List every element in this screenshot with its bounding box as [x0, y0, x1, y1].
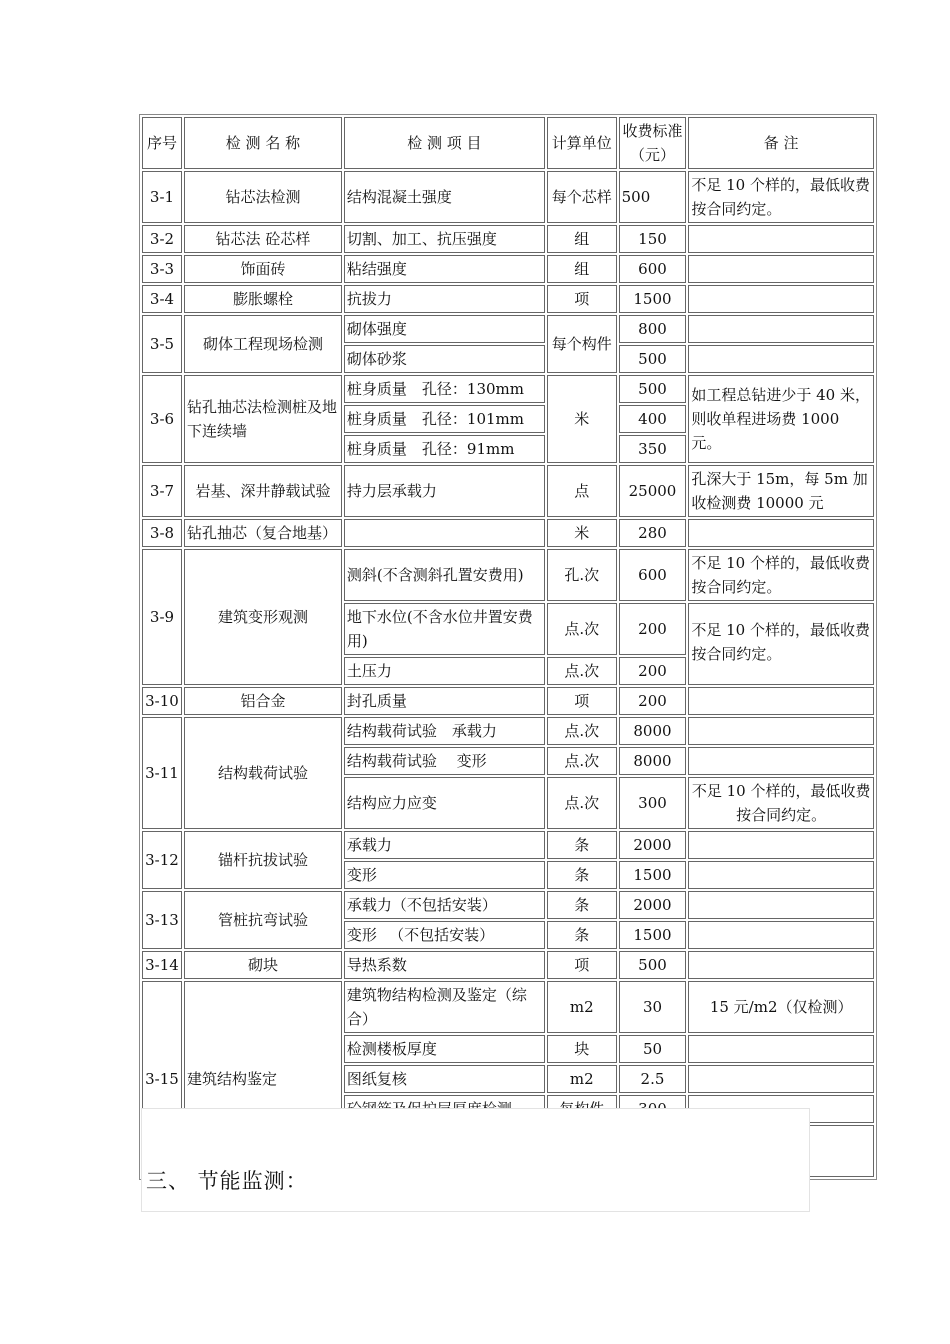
- cell-unit: 条: [547, 891, 617, 919]
- table-row: [142, 981, 874, 1033]
- cell-fee: 500: [619, 171, 687, 223]
- cell-fee: 30: [619, 981, 687, 1033]
- cell-item: 检测楼板厚度: [344, 1035, 545, 1063]
- cell-fee: 1500: [619, 921, 687, 949]
- cell-item: 切割、加工、抗压强度: [344, 225, 545, 253]
- cell-item: 结构载荷试验 承载力: [344, 717, 545, 745]
- cell-note: [688, 861, 874, 889]
- cell-note: [688, 345, 874, 373]
- cell-unit: 块: [547, 1035, 617, 1063]
- cell-fee: 2.5: [619, 1065, 687, 1093]
- cell-unit: 点.次: [547, 747, 617, 775]
- fee-table: [139, 114, 877, 1180]
- cell-item: 砌体强度: [344, 315, 545, 343]
- section-title: 三、 节能监测：: [146, 1169, 308, 1193]
- cell-item: 粘结强度: [344, 255, 545, 283]
- cell-unit: 点.次: [547, 777, 617, 829]
- cell-unit: 每个芯样: [547, 171, 617, 223]
- cell-seq: 3-9: [142, 549, 182, 685]
- cell-name: 管桩抗弯试验: [184, 891, 342, 949]
- cell-unit: 项: [547, 687, 617, 715]
- cell-name: 建筑变形观测: [184, 549, 342, 685]
- cell-item: 承载力（不包括安装）: [344, 891, 545, 919]
- cell-item: 桩身质量 孔径：101mm: [344, 405, 545, 433]
- cell-item: 地下水位(不含水位井置安费用): [344, 603, 545, 655]
- cell-item: 持力层承载力: [344, 465, 545, 517]
- cell-note: [688, 519, 874, 547]
- cell-fee: 1500: [619, 285, 687, 313]
- cell-unit: 组: [547, 255, 617, 283]
- header-item: 检 测 项 目: [344, 117, 545, 169]
- cell-note: [688, 747, 874, 775]
- cell-name: 钻孔抽芯（复合地基）: [184, 519, 342, 547]
- cell-name: 钻芯法 砼芯样: [184, 225, 342, 253]
- cell-note: 不足 10 个样的，最低收费按合同约定。: [688, 603, 874, 685]
- cell-unit: 每个构件: [547, 315, 617, 373]
- cell-unit: 点.次: [547, 603, 617, 655]
- cell-seq: 3-2: [142, 225, 182, 253]
- cell-fee: 50: [619, 1035, 687, 1063]
- cell-seq: 3-1: [142, 171, 182, 223]
- header-unit: 计算单位: [547, 117, 617, 169]
- cell-seq: 3-3: [142, 255, 182, 283]
- cell-unit: 组: [547, 225, 617, 253]
- cell-item: 结构应力应变: [344, 777, 545, 829]
- cell-note: 孔深大于 15m，每 5m 加收检测费 10000 元: [688, 465, 874, 517]
- table-row: [142, 315, 874, 343]
- cell-fee: 200: [619, 687, 687, 715]
- cell-unit: m2: [547, 981, 617, 1033]
- cell-fee: 500: [619, 375, 687, 403]
- table-row: [142, 285, 874, 313]
- cell-fee: 2000: [619, 891, 687, 919]
- cell-fee: 400: [619, 405, 687, 433]
- cell-seq: 3-10: [142, 687, 182, 715]
- cell-note: 不足 10 个样的，最低收费按合同约定。: [688, 549, 874, 601]
- cell-note: [688, 255, 874, 283]
- cell-fee: 800: [619, 315, 687, 343]
- cell-unit: 条: [547, 921, 617, 949]
- cell-name: 砌块: [184, 951, 342, 979]
- table-header-row: [142, 117, 874, 169]
- header-fee: 收费标准（元）: [619, 117, 687, 169]
- cell-fee: 500: [619, 951, 687, 979]
- cell-item: 砌体砂浆: [344, 345, 545, 373]
- cell-item: 桩身质量 孔径：91mm: [344, 435, 545, 463]
- cell-item: 抗拔力: [344, 285, 545, 313]
- table-row: [142, 465, 874, 517]
- cell-item: 土压力: [344, 657, 545, 685]
- cell-unit: m2: [547, 1065, 617, 1093]
- table-row: [142, 519, 874, 547]
- cell-fee: 200: [619, 603, 687, 655]
- cell-unit: 点.次: [547, 657, 617, 685]
- cell-fee: 8000: [619, 747, 687, 775]
- cell-note: [688, 951, 874, 979]
- cell-unit: 条: [547, 831, 617, 859]
- table-row: [142, 831, 874, 859]
- table-row: [142, 951, 874, 979]
- cell-name: 锚杆抗拔试验: [184, 831, 342, 889]
- cell-item: 结构载荷试验 变形: [344, 747, 545, 775]
- cell-note: [688, 1035, 874, 1063]
- cell-note: [688, 891, 874, 919]
- cell-unit: 米: [547, 519, 617, 547]
- cell-note: [688, 285, 874, 313]
- cell-item: 变形: [344, 861, 545, 889]
- cell-seq: 3-7: [142, 465, 182, 517]
- header-note: 备 注: [688, 117, 874, 169]
- cell-seq: 3-5: [142, 315, 182, 373]
- cell-item: 封孔质量: [344, 687, 545, 715]
- cell-note: 不足 10 个样的，最低收费按合同约定。: [688, 171, 874, 223]
- cell-fee: 600: [619, 549, 687, 601]
- cell-item: 结构混凝土强度: [344, 171, 545, 223]
- cell-seq: 3-4: [142, 285, 182, 313]
- cell-fee: 600: [619, 255, 687, 283]
- table-row: [142, 687, 874, 715]
- cell-note: [688, 315, 874, 343]
- cell-item: 承载力: [344, 831, 545, 859]
- cell-unit: 点: [547, 465, 617, 517]
- cell-name: 钻芯法检测: [184, 171, 342, 223]
- cell-seq: 3-12: [142, 831, 182, 889]
- cell-fee: 300: [619, 777, 687, 829]
- cell-unit: 条: [547, 861, 617, 889]
- table-row: [142, 225, 874, 253]
- cell-unit: 项: [547, 285, 617, 313]
- table-row: [142, 549, 874, 601]
- cell-unit: 孔.次: [547, 549, 617, 601]
- table-row: [142, 375, 874, 403]
- cell-item: 测斜(不含测斜孔置安费用): [344, 549, 545, 601]
- cell-item: 桩身质量 孔径：130mm: [344, 375, 545, 403]
- table-row: [142, 171, 874, 223]
- cell-name: 铝合金: [184, 687, 342, 715]
- cell-seq: 3-14: [142, 951, 182, 979]
- fee-table-wrapper: [141, 114, 877, 1180]
- table-row: [142, 891, 874, 919]
- cell-fee: 200: [619, 657, 687, 685]
- cell-seq: 3-8: [142, 519, 182, 547]
- cell-unit: 米: [547, 375, 617, 463]
- cell-note: 如工程总钻进少于 40 米，则收单程进场费 1000 元。: [688, 375, 874, 463]
- cell-name: 钻孔抽芯法检测桩及地下连续墙: [184, 375, 342, 463]
- cell-fee: 2000: [619, 831, 687, 859]
- cell-name: 饰面砖: [184, 255, 342, 283]
- cell-fee: 8000: [619, 717, 687, 745]
- cell-name: 膨胀螺栓: [184, 285, 342, 313]
- cell-seq: 3-11: [142, 717, 182, 829]
- table-row: [142, 255, 874, 283]
- cell-note: [688, 717, 874, 745]
- cell-fee: 500: [619, 345, 687, 373]
- cell-name: 岩基、深井静载试验: [184, 465, 342, 517]
- cell-fee: 280: [619, 519, 687, 547]
- cell-unit: 点.次: [547, 717, 617, 745]
- table-row: [142, 717, 874, 745]
- cell-note: [688, 225, 874, 253]
- header-seq: 序号: [142, 117, 182, 169]
- section-box: [141, 1108, 810, 1212]
- header-name: 检 测 名 称: [184, 117, 342, 169]
- cell-item: [344, 519, 545, 547]
- cell-fee: 350: [619, 435, 687, 463]
- cell-note: [688, 921, 874, 949]
- cell-note: [688, 831, 874, 859]
- cell-note: 15 元/m2（仅检测）: [688, 981, 874, 1033]
- cell-fee: 1500: [619, 861, 687, 889]
- cell-fee: 150: [619, 225, 687, 253]
- cell-item: 建筑物结构检测及鉴定（综合）: [344, 981, 545, 1033]
- cell-note: [688, 687, 874, 715]
- cell-name: 建筑结构鉴定: [184, 981, 342, 1177]
- cell-name: 砌体工程现场检测: [184, 315, 342, 373]
- cell-seq: 3-13: [142, 891, 182, 949]
- cell-note: [688, 1065, 874, 1093]
- cell-seq: 3-6: [142, 375, 182, 463]
- cell-unit: 项: [547, 951, 617, 979]
- cell-seq: 3-15: [142, 981, 182, 1177]
- cell-name: 结构载荷试验: [184, 717, 342, 829]
- cell-fee: 25000: [619, 465, 687, 517]
- cell-item: 变形 （不包括安装）: [344, 921, 545, 949]
- cell-item: 图纸复核: [344, 1065, 545, 1093]
- cell-item: 导热系数: [344, 951, 545, 979]
- cell-note: 不足 10 个样的，最低收费按合同约定。: [688, 777, 874, 829]
